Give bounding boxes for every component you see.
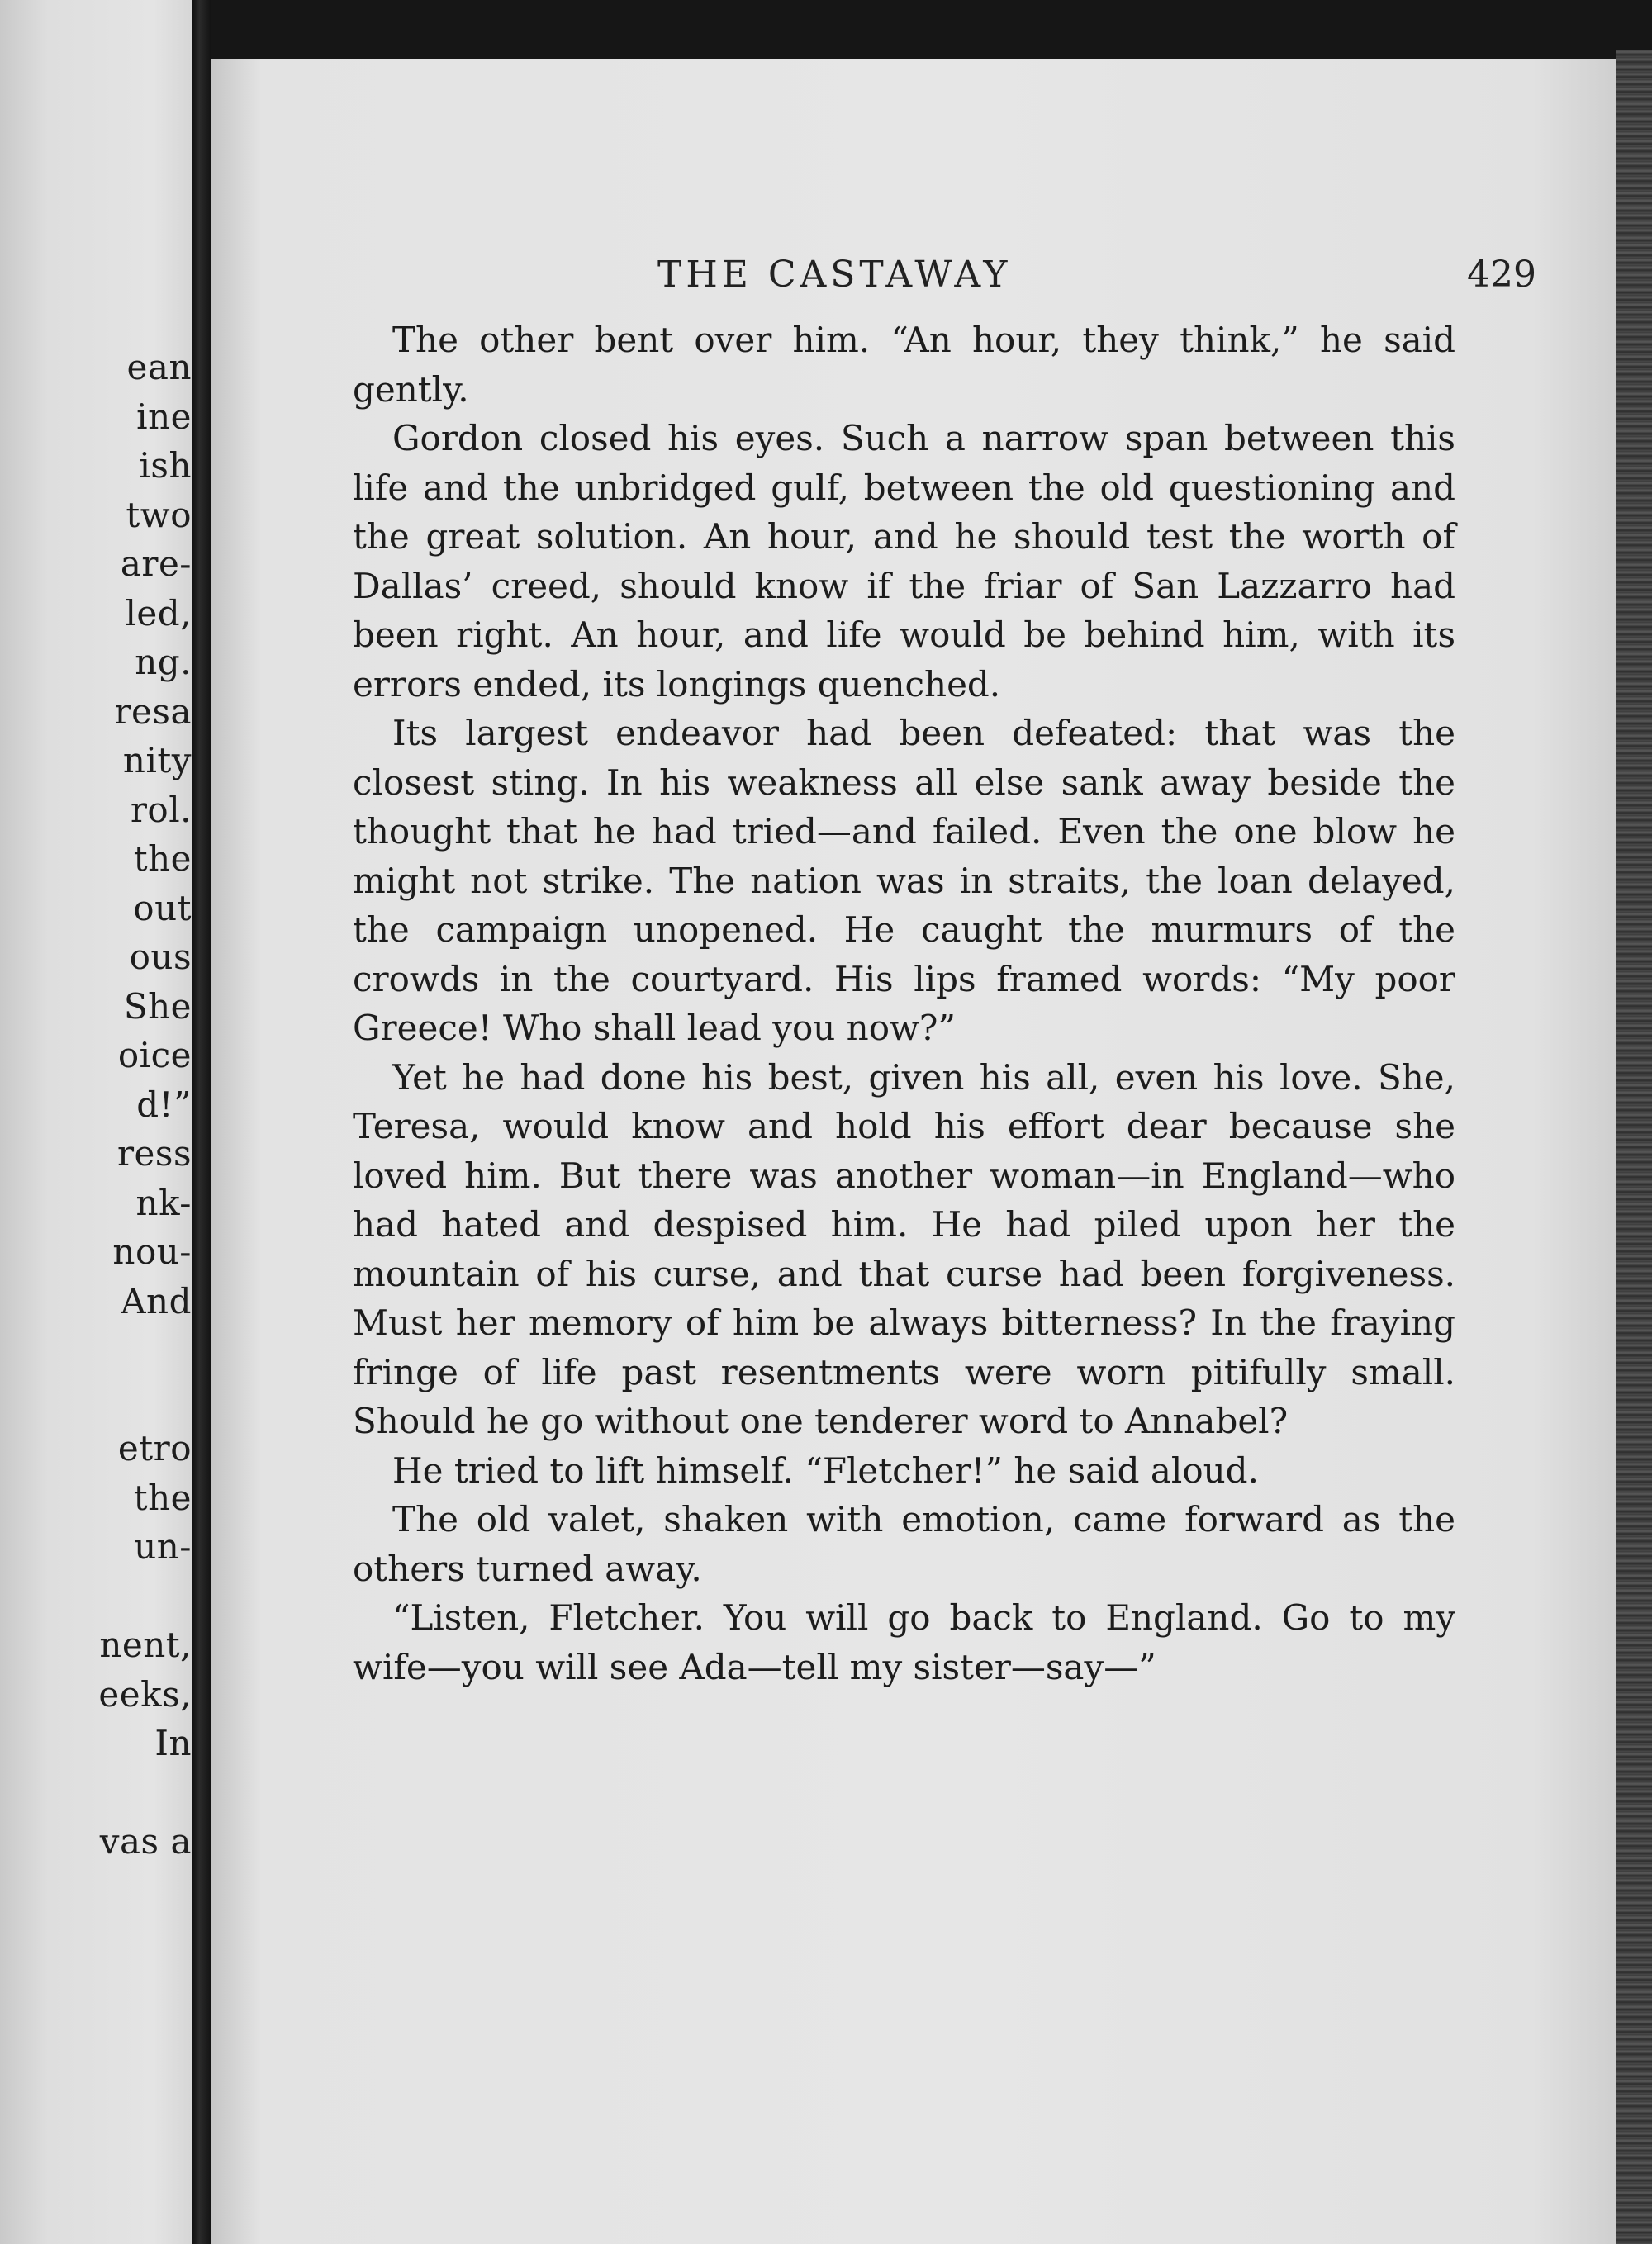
left-page-edge: [0, 0, 192, 2244]
right-page: [211, 59, 1616, 2244]
body-text: [353, 315, 1455, 1691]
book-gutter: [192, 0, 211, 2244]
paragraph: The old valet, shaken with emotion, came forward as the others turned away.: [353, 1499, 1455, 1589]
running-title: THE CASTAWAY: [657, 254, 1012, 296]
paragraph: He tried to lift himself. “Fletcher!” he said aloud.: [392, 1449, 1259, 1491]
paragraph: Yet he had done his best, given his all, even his love. She, Teresa, would know and hold his effort dear because she loved him. But there was another woman—in England—who had hated and despised him. He had piled upon her the mountain of his curse, and that curse had been forgiveness. Must her memory of him be always bitterness? In the fraying fringe of life past resentments were worn pitifully small. Should he go without one tenderer word to Annabel?: [353, 1056, 1455, 1441]
paragraph: “Listen, Fletcher. You will go back to England. Go to my wife—you will see Ada—tell my sister—say—”: [353, 1597, 1455, 1687]
running-head: [211, 254, 1616, 303]
paragraph: Its largest endeavor had been defeated: that was the closest sting. In his weakness all else sank away beside the thought that he had tried—and failed. Even the one blow he might not strike. The nation was in straits, the loan delayed, the campaign unopened. He caught the murmurs of the crowds in the courtyard. His lips framed words: “My poor Greece! Who shall lead you now?”: [353, 713, 1455, 1048]
paragraph: Gordon closed his eyes. Such a narrow span between this life and the unbridged gulf, between the old questioning and the great solution. An hour, and he should test the worth of Dallas’ creed, should know if the friar of San Lazzarro had been right. An hour, and life would be behind him, with its errors ended, its longings quenched.: [353, 418, 1455, 705]
page-number: 429: [1467, 254, 1536, 296]
left-page-fragments: ean ine ish two are- led, ng. resa nity rol. the out ous She oice d!” ress nk- nou- And etro the un- nent, eeks, In vas a: [98, 347, 192, 1862]
paragraph: The other bent over him. “An hour, they think,” he said gently.: [353, 320, 1455, 410]
page-stack-edge: [1616, 50, 1652, 2244]
